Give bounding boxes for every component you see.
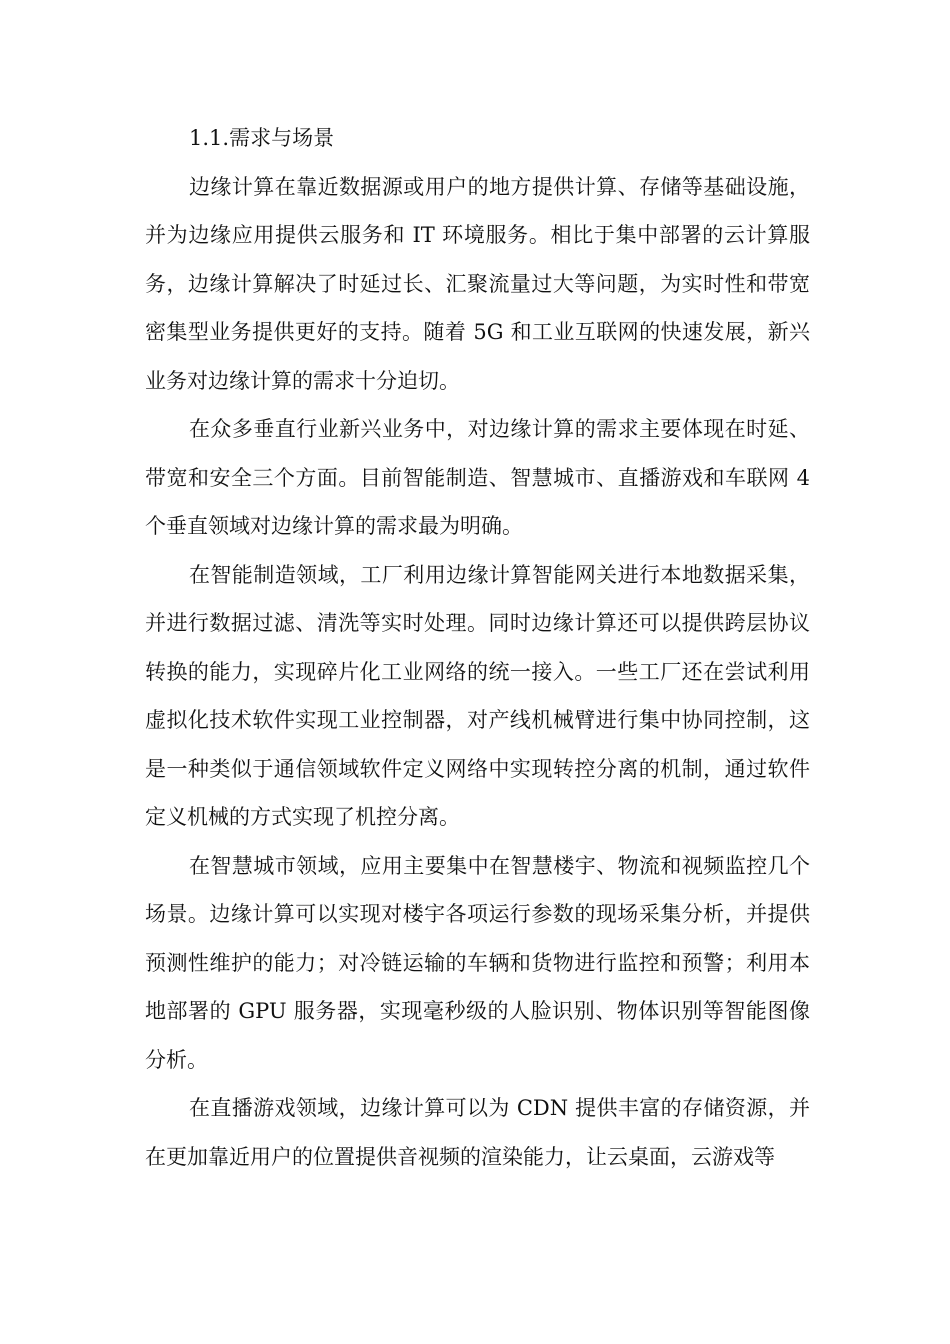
paragraph-intro: 边缘计算在靠近数据源或用户的地方提供计算、存储等基础设施，并为边缘应用提供云服务和 IT 环境服务。相比于集中部署的云计算服务，边缘计算解决了时延过长、汇聚流量过大等问题，为实时性和带宽密集型业务提供更好的支持。随着 5G 和工业互联网的快速发展，新兴业务对边缘计算的需求十分迫切。: [145, 174, 810, 393]
document-body: [145, 114, 810, 1181]
paragraph-smart-manufacturing: 在智能制造领域，工厂利用边缘计算智能网关进行本地数据采集，并进行数据过滤、清洗等实时处理。同时边缘计算还可以提供跨层协议转换的能力，实现碎片化工业网络的统一接入。一些工厂还在尝试利用虚拟化技术软件实现工业控制器，对产线机械臂进行集中协同控制，这是一种类似于通信领域软件定义网络中实现转控分离的机制，通过软件定义机械的方式实现了机控分离。: [145, 562, 810, 829]
section-heading: 1.1.需求与场景: [189, 126, 335, 150]
paragraph-vertical-industries: 在众多垂直行业新兴业务中，对边缘计算的需求主要体现在时延、带宽和安全三个方面。目前智能制造、智慧城市、直播游戏和车联网 4 个垂直领域对边缘计算的需求最为明确。: [145, 417, 810, 538]
paragraph-smart-city: 在智慧城市领域，应用主要集中在智慧楼宇、物流和视频监控几个场景。边缘计算可以实现对楼宇各项运行参数的现场采集分析，并提供预测性维护的能力；对冷链运输的车辆和货物进行监控和预警；利用本地部署的 GPU 服务器，实现毫秒级的人脸识别、物体识别等智能图像分析。: [145, 853, 810, 1072]
paragraph-live-gaming: 在直播游戏领域，边缘计算可以为 CDN 提供丰富的存储资源，并在更加靠近用户的位置提供音视频的渲染能力，让云桌面，云游戏等: [145, 1096, 810, 1169]
